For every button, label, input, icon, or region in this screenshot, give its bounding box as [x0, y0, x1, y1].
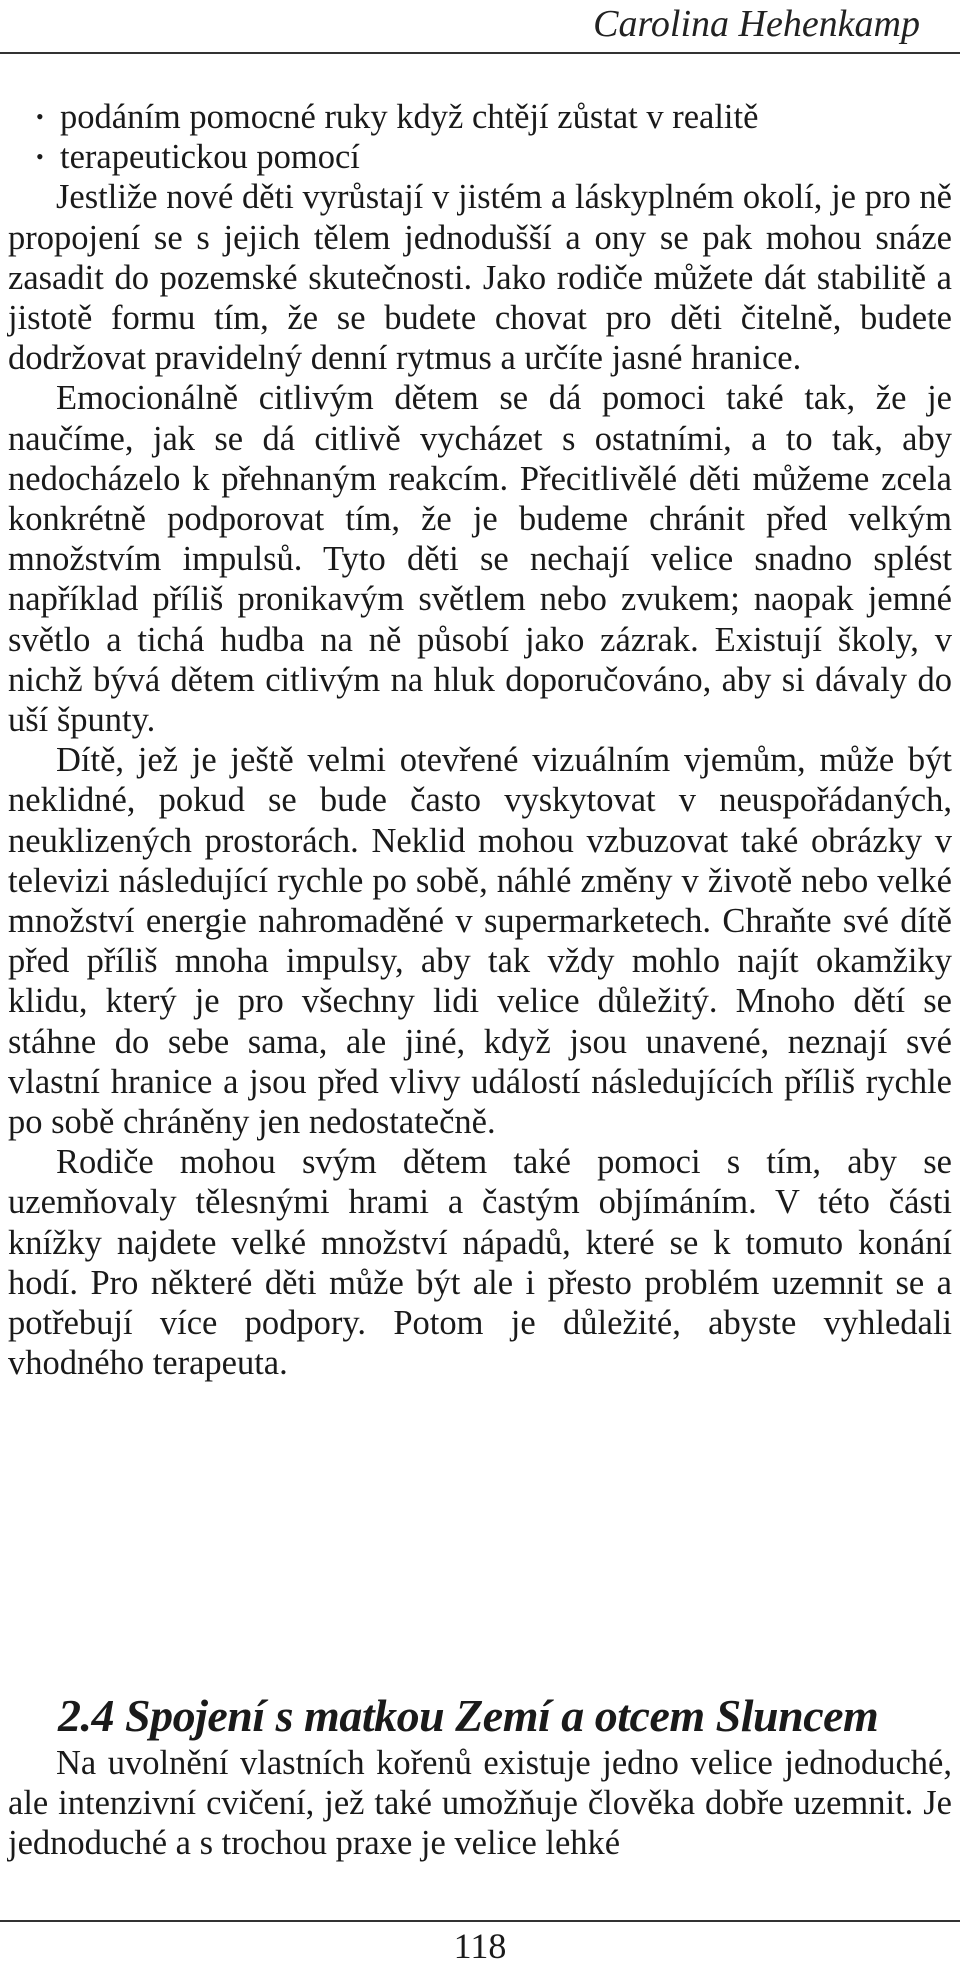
- header-rule: [0, 52, 960, 54]
- footer-rule: [0, 1920, 960, 1922]
- bullet-item: [8, 137, 952, 177]
- paragraph: Jestliže nové děti vyrůstají v jistém a láskyplném okolí, je pro ně propojení se s jejich tělem jednodušší a ony se pak mohou snáze zasadit do pozemské skutečnosti. Jako rodiče můžete dát stabilitě a jistotě formu tím, že se budete chovat pro děti čitelně, budete dodržovat pravidelný denní rytmus a určíte jasné hranice.: [8, 178, 952, 378]
- page-number: 118: [453, 1926, 507, 1966]
- bullet-icon: •: [36, 104, 44, 129]
- body-text: [8, 97, 952, 1384]
- running-header: Carolina Hehenkamp: [593, 3, 920, 45]
- paragraph: Emocionálně citlivým dětem se dá pomoci také tak, že je naučíme, jak se dá citlivě vycházet s ostatními, a to tak, aby nedocházelo k přehnaným reakcím. Přecitlivělé děti můžeme zcela konkrétně podporovat tím, že je budeme chránit před velkým množstvím impulsů. Tyto děti se nechají velice snadno splést například příliš pronikavým světlem nebo zvukem; naopak jemné světlo a tichá hudba na ně působí jako zázrak. Existují školy, v nichž bývá dětem citlivým na hluk doporučováno, aby si dávaly do uší špunty.: [8, 379, 952, 740]
- bullet-item-text: terapeutickou pomocí: [60, 138, 360, 177]
- section-heading: 2.4 Spojení s matkou Zemí a otcem Sluncem: [58, 1690, 879, 1741]
- paragraph: Dítě, jež je ještě velmi otevřené vizuálním vjemům, může být neklidné, pokud se bude často vyskytovat v neuspořádaných, neuklizených prostorách. Neklid mohou vzbuzovat také obrázky v televizi následující rychle po sobě, náhlé změny v životě nebo velké množství energie nahromaděné v supermarketech. Chraňte své dítě před příliš mnoha impulsy, aby tak vždy mohlo najít okamžiky klidu, který je pro všechny lidi velice důležitý. Mnoho dětí se stáhne do sebe sama, ale jiné, když jsou unavené, neznají své vlastní hranice a jsou před vlivy událostí následujících příliš rychle po sobě chráněny jen nedostatečně.: [8, 741, 952, 1142]
- paragraph: Na uvolnění vlastních kořenů existuje jedno velice jednoduché, ale intenzivní cvičení, jež také umožňuje člověka dobře uzemnit. Je jednoduché a s trochou praxe je velice lehké: [8, 1744, 952, 1863]
- bullet-icon: •: [36, 144, 44, 170]
- paragraph: Rodiče mohou svým dětem také pomoci s tím, aby se uzemňovaly tělesnými hrami a častým objímáním. V této části knížky najdete velké množství nápadů, které se k tomuto konání hodí. Pro některé děti může být ale i přesto problém uzemnit se a potřebují více podpory. Potom je důležité, abyste vyhledali vhodného terapeuta.: [8, 1143, 952, 1383]
- bullet-item: [8, 97, 952, 137]
- section-text: [8, 1743, 952, 1864]
- bullet-item-text: podáním pomocné ruky když chtějí zůstat v realitě: [60, 98, 759, 136]
